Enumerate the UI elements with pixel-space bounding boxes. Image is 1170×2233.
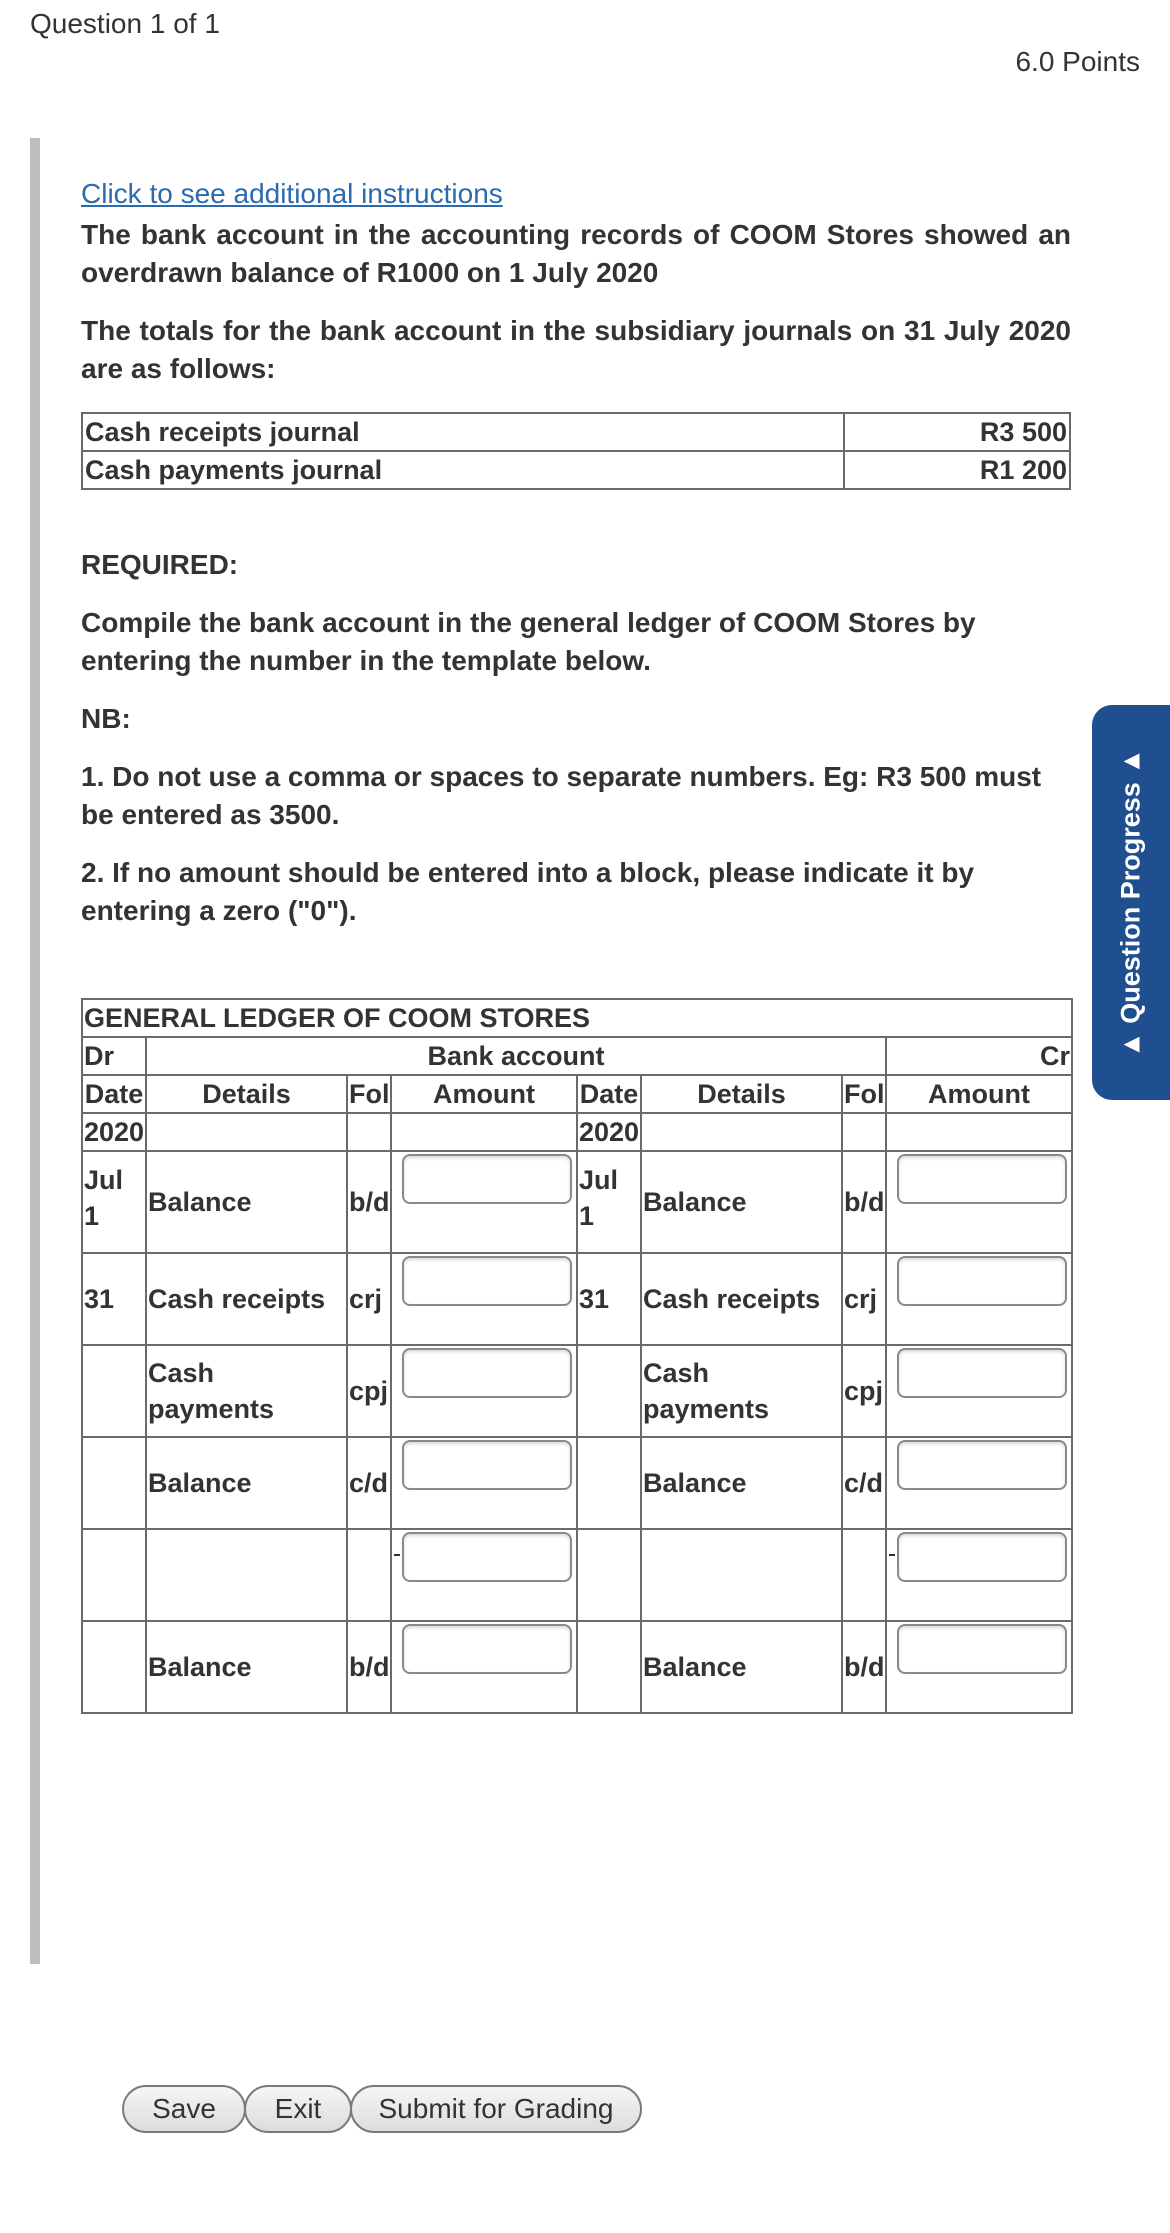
cr-date: Jul 1 (577, 1151, 641, 1253)
col-header-fol: Fol (347, 1075, 391, 1113)
question-counter: Question 1 of 1 (30, 8, 220, 39)
dr-fol: cpj (347, 1345, 391, 1437)
totals-row (82, 451, 1070, 489)
dr-details: Cash receipts (146, 1253, 347, 1345)
dr-details: Cash payments (146, 1345, 347, 1437)
cr-date (577, 1529, 641, 1621)
ledger-total-row (82, 1529, 1072, 1621)
dash-mark (394, 1554, 400, 1556)
cr-fol: b/d (842, 1621, 886, 1713)
dr-amount-input[interactable] (402, 1348, 572, 1398)
required-heading: REQUIRED: (81, 549, 239, 580)
question-progress-label: ▲ Question Progress ▲ (1115, 747, 1146, 1058)
ledger-account-name: Bank account (146, 1037, 886, 1075)
cr-fol: cpj (842, 1345, 886, 1437)
save-button[interactable]: Save (122, 2085, 246, 2133)
dr-fol: b/d (347, 1151, 391, 1253)
totals-amount: R1 200 (844, 451, 1070, 489)
cr-details (641, 1529, 842, 1621)
nb-note-1: 1. Do not use a comma or spaces to separate numbers. Eg: R3 500 must be entered as 3500. (81, 761, 1042, 830)
cr-amount-input[interactable] (897, 1624, 1067, 1674)
question-progress-tab[interactable] (1092, 705, 1170, 1100)
ledger-row (82, 1253, 1072, 1345)
cr-amount-input[interactable] (897, 1256, 1067, 1306)
required-task: Compile the bank account in the general ledger of COOM Stores by entering the number in the template below. (81, 607, 976, 676)
dr-details: Balance (146, 1437, 347, 1529)
dr-fol: c/d (347, 1437, 391, 1529)
cr-date (577, 1345, 641, 1437)
totals-label: Cash receipts journal (82, 413, 844, 451)
cr-amount-input[interactable] (897, 1154, 1067, 1204)
nb-note-2: 2. If no amount should be entered into a block, please indicate it by entering a zero ("0"). (81, 857, 975, 926)
cr-date (577, 1437, 641, 1529)
nb-heading: NB: (81, 703, 131, 734)
dash-mark (889, 1554, 895, 1556)
dr-amount-input[interactable] (402, 1624, 572, 1674)
journal-totals-table (81, 412, 1071, 490)
cr-fol: crj (842, 1253, 886, 1345)
col-header-date: Date (82, 1075, 146, 1113)
col-header-details: Details (146, 1075, 347, 1113)
cr-total-input[interactable] (897, 1532, 1067, 1582)
dr-amount-input[interactable] (402, 1256, 572, 1306)
col-header-amount: Amount (886, 1075, 1072, 1113)
ledger-dr-label: Dr (82, 1037, 146, 1075)
dr-date: 31 (82, 1253, 146, 1345)
question-content (81, 178, 1071, 930)
cr-amount-input[interactable] (897, 1440, 1067, 1490)
cr-details: Balance (641, 1437, 842, 1529)
cr-date (577, 1621, 641, 1713)
dr-details: Balance (146, 1151, 347, 1253)
ledger-row (82, 1345, 1072, 1437)
dr-date (82, 1621, 146, 1713)
exit-button[interactable]: Exit (244, 2085, 352, 2133)
dr-date (82, 1437, 146, 1529)
question-points: 6.0 Points (1015, 46, 1140, 77)
cr-details: Balance (641, 1151, 842, 1253)
cr-amount-input[interactable] (897, 1348, 1067, 1398)
dr-details (146, 1529, 347, 1621)
dr-amount-input[interactable] (402, 1154, 572, 1204)
dr-date: Jul 1 (82, 1151, 146, 1253)
ledger-row (82, 1437, 1072, 1529)
ledger-title: GENERAL LEDGER OF COOM STORES (82, 999, 1072, 1037)
dr-amount-input[interactable] (402, 1440, 572, 1490)
ledger-cr-label: Cr (886, 1037, 1072, 1075)
totals-amount: R3 500 (844, 413, 1070, 451)
col-header-date: Date (577, 1075, 641, 1113)
cr-fol: b/d (842, 1151, 886, 1253)
cr-fol: c/d (842, 1437, 886, 1529)
dr-total-input[interactable] (402, 1532, 572, 1582)
general-ledger-table (81, 998, 1073, 1714)
totals-label: Cash payments journal (82, 451, 844, 489)
totals-row (82, 413, 1070, 451)
additional-instructions-link[interactable]: Click to see additional instructions (81, 178, 503, 209)
dr-date (82, 1345, 146, 1437)
intro-paragraph-1: The bank account in the accounting records of COOM Stores showed an overdrawn balance of R1000 on 1 July 2020 (81, 219, 1071, 288)
cr-details: Balance (641, 1621, 842, 1713)
question-left-bar (30, 138, 40, 1964)
dr-fol (347, 1529, 391, 1621)
dr-details: Balance (146, 1621, 347, 1713)
cr-fol (842, 1529, 886, 1621)
cr-details: Cash payments (641, 1345, 842, 1437)
ledger-row (82, 1151, 1072, 1253)
ledger-row (82, 1621, 1072, 1713)
dr-fol: b/d (347, 1621, 391, 1713)
intro-paragraph-2: The totals for the bank account in the subsidiary journals on 31 July 2020 are as follows: (81, 315, 1071, 384)
submit-for-grading-button[interactable]: Submit for Grading (350, 2085, 642, 2133)
col-header-fol: Fol (842, 1075, 886, 1113)
ledger-year: 2020 (82, 1113, 146, 1151)
col-header-amount: Amount (391, 1075, 577, 1113)
dr-date (82, 1529, 146, 1621)
col-header-details: Details (641, 1075, 842, 1113)
cr-date: 31 (577, 1253, 641, 1345)
dr-fol: crj (347, 1253, 391, 1345)
cr-details: Cash receipts (641, 1253, 842, 1345)
ledger-year: 2020 (577, 1113, 641, 1151)
